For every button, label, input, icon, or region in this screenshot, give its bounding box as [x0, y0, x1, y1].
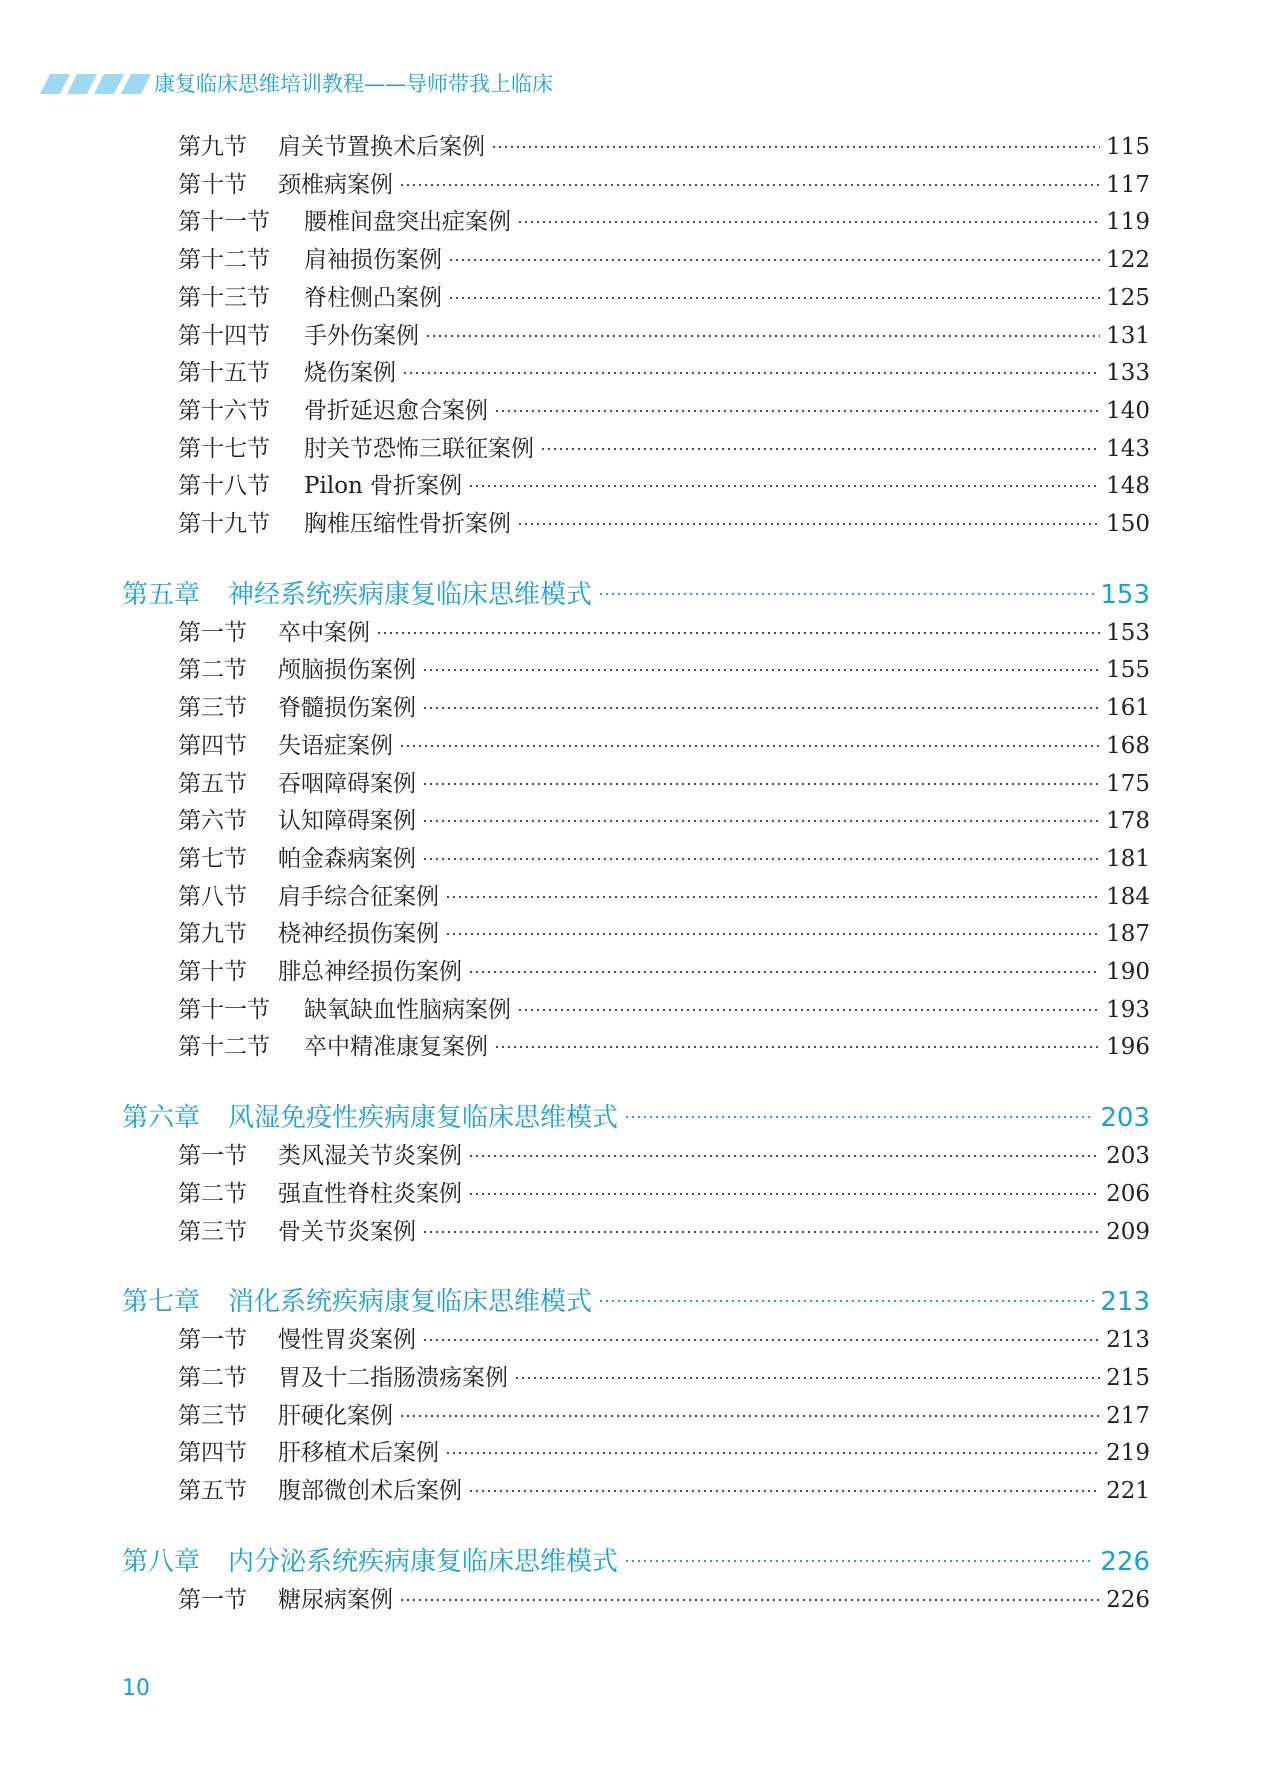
chapter-number: 第八章 — [122, 1546, 201, 1577]
page-ref: 168 — [1106, 732, 1150, 759]
section-title: 骨折延迟愈合案例 — [304, 397, 488, 424]
book-title: 康复临床思维培训教程——导师带我上临床 — [154, 72, 553, 96]
dot-leader — [422, 783, 1100, 785]
toc-section-entry[interactable] — [178, 356, 1150, 390]
page-ref: 184 — [1106, 883, 1150, 910]
toc-section-entry[interactable] — [178, 130, 1150, 164]
dot-leader — [399, 1599, 1100, 1601]
page-ref: 213 — [1100, 1287, 1150, 1318]
chapter-number: 第六章 — [122, 1103, 201, 1134]
page-ref: 175 — [1106, 770, 1150, 797]
section-number: 第十六节 — [178, 397, 270, 424]
dot-leader — [376, 632, 1100, 634]
section-number: 第二节 — [178, 1364, 247, 1391]
toc-section-entry[interactable] — [178, 917, 1150, 951]
dot-leader — [425, 335, 1100, 337]
toc-section-entry[interactable] — [178, 1361, 1150, 1395]
dot-leader — [445, 896, 1100, 898]
page-ref: 153 — [1106, 619, 1150, 646]
page-ref: 219 — [1106, 1440, 1150, 1467]
chapter-title: 消化系统疾病康复临床思维模式 — [228, 1287, 593, 1318]
toc-section-entry[interactable] — [178, 1215, 1150, 1249]
section-number: 第一节 — [178, 1586, 247, 1613]
toc-section-entry[interactable] — [178, 993, 1150, 1027]
toc-section-entry[interactable] — [178, 955, 1150, 989]
toc-section-entry[interactable] — [178, 168, 1150, 202]
toc-section-entry[interactable] — [178, 205, 1150, 239]
dot-leader — [445, 1452, 1100, 1454]
page-ref: 181 — [1106, 845, 1150, 872]
section-number: 第一节 — [178, 619, 247, 646]
section-number: 第三节 — [178, 695, 247, 722]
toc-section-entry[interactable] — [178, 469, 1150, 503]
section-title: 失语症案例 — [278, 732, 393, 759]
page-ref: 193 — [1106, 996, 1150, 1023]
section-title: 认知障碍案例 — [278, 808, 416, 835]
section-title: 卒中案例 — [278, 619, 370, 646]
dot-leader — [491, 146, 1100, 148]
page-ref: 117 — [1106, 171, 1150, 198]
dot-leader — [468, 1155, 1100, 1157]
page-ref: 153 — [1100, 579, 1150, 610]
page-ref: 115 — [1106, 134, 1150, 160]
section-number: 第十一节 — [178, 209, 270, 236]
toc-section-entry[interactable] — [178, 1323, 1150, 1357]
section-number: 第二节 — [178, 1180, 247, 1207]
chapter-number: 第五章 — [122, 579, 201, 610]
toc-section-entry[interactable] — [178, 1399, 1150, 1433]
section-number: 第五节 — [178, 1478, 247, 1504]
section-title: 腹部微创术后案例 — [278, 1478, 462, 1504]
section-number: 第十七节 — [178, 435, 270, 462]
section-title: 腓总神经损伤案例 — [278, 959, 462, 985]
dot-leader — [624, 1560, 1094, 1562]
page-ref: 226 — [1106, 1586, 1150, 1613]
section-title: 帕金森病案例 — [278, 845, 416, 872]
dot-leader — [598, 1300, 1094, 1302]
dot-leader — [402, 372, 1100, 374]
section-title: 手外伤案例 — [304, 322, 419, 349]
dot-leader — [422, 1231, 1100, 1233]
section-title: 吞咽障碍案例 — [278, 770, 416, 797]
dot-leader — [517, 523, 1100, 525]
section-number: 第十节 — [178, 171, 247, 198]
toc-section-entry[interactable] — [178, 1474, 1150, 1508]
toc-section-entry[interactable] — [178, 804, 1150, 838]
chapter-title: 神经系统疾病康复临床思维模式 — [228, 579, 593, 610]
toc-section-entry[interactable] — [178, 729, 1150, 763]
section-title: 颈椎病案例 — [278, 171, 393, 198]
toc-section-entry[interactable] — [178, 616, 1150, 650]
dot-leader — [494, 1046, 1100, 1048]
section-number: 第十一节 — [178, 996, 270, 1023]
section-number: 第三节 — [178, 1218, 247, 1245]
section-number: 第十三节 — [178, 284, 270, 311]
section-title: 肩手综合征案例 — [278, 883, 439, 910]
dot-leader — [448, 259, 1100, 261]
section-title: 肝移植术后案例 — [278, 1440, 439, 1467]
section-title: 桡神经损伤案例 — [278, 921, 439, 948]
page-ref: 178 — [1106, 808, 1150, 835]
dot-leader — [399, 745, 1100, 747]
toc-section-entry[interactable] — [178, 432, 1150, 466]
page-ref: 221 — [1106, 1478, 1150, 1504]
page-ref: 125 — [1106, 284, 1150, 311]
section-title: 肩关节置换术后案例 — [278, 134, 485, 160]
dot-leader — [399, 184, 1100, 186]
toc-chapter-entry[interactable] — [122, 576, 1150, 614]
toc-section-entry[interactable] — [178, 1583, 1150, 1617]
dot-leader — [540, 448, 1100, 450]
toc-section-entry[interactable] — [178, 691, 1150, 725]
toc-section-entry[interactable] — [178, 281, 1150, 315]
page-ref: 206 — [1106, 1180, 1150, 1207]
dot-leader — [422, 669, 1100, 671]
page-ref: 148 — [1106, 473, 1150, 500]
section-number: 第二节 — [178, 657, 247, 684]
dot-leader — [517, 221, 1100, 223]
dot-leader — [517, 1009, 1100, 1011]
page-ref: 196 — [1106, 1034, 1150, 1061]
section-title: 肝硬化案例 — [278, 1402, 393, 1429]
page-ref: 226 — [1100, 1546, 1150, 1577]
section-number: 第十八节 — [178, 473, 270, 500]
page-ref: 140 — [1106, 397, 1150, 424]
section-number: 第十二节 — [178, 247, 270, 274]
toc-section-entry[interactable] — [178, 319, 1150, 353]
toc-section-entry[interactable] — [178, 880, 1150, 914]
section-title: 脊髓损伤案例 — [278, 695, 416, 722]
section-number: 第十二节 — [178, 1034, 270, 1061]
section-title: 骨关节炎案例 — [278, 1218, 416, 1245]
section-number: 第十九节 — [178, 511, 270, 537]
section-title: 卒中精准康复案例 — [304, 1034, 488, 1061]
toc-section-entry[interactable] — [178, 507, 1150, 541]
section-title: 胃及十二指肠溃疡案例 — [278, 1364, 508, 1391]
dot-leader — [445, 933, 1100, 935]
section-number: 第三节 — [178, 1402, 247, 1429]
toc-section-entry[interactable] — [178, 1177, 1150, 1211]
section-number: 第一节 — [178, 1143, 247, 1170]
section-number: 第八节 — [178, 883, 247, 910]
section-title: 颅脑损伤案例 — [278, 657, 416, 684]
page-ref: 133 — [1106, 360, 1150, 387]
page-ref: 190 — [1106, 959, 1150, 985]
toc-section-entry[interactable] — [178, 1436, 1150, 1470]
toc-section-entry[interactable] — [178, 1030, 1150, 1064]
page-ref: 122 — [1106, 247, 1150, 274]
toc-section-entry[interactable] — [178, 653, 1150, 687]
page-ref: 203 — [1100, 1103, 1150, 1134]
toc-section-entry[interactable] — [178, 842, 1150, 876]
dot-leader — [468, 1193, 1100, 1195]
chapter-number: 第七章 — [122, 1287, 201, 1318]
page-ref: 213 — [1106, 1327, 1150, 1354]
page-ref: 215 — [1106, 1364, 1150, 1391]
section-title: 慢性胃炎案例 — [278, 1327, 416, 1354]
section-number: 第四节 — [178, 732, 247, 759]
section-title: 肩袖损伤案例 — [304, 247, 442, 274]
header-stripes-decoration — [40, 74, 152, 94]
dot-leader — [598, 593, 1094, 595]
toc-chapter-entry[interactable] — [122, 1543, 1150, 1581]
dot-leader — [422, 707, 1100, 709]
section-title: 缺氧缺血性脑病案例 — [304, 996, 511, 1023]
section-number: 第九节 — [178, 134, 247, 160]
section-title: 腰椎间盘突出症案例 — [304, 209, 511, 236]
section-title: 脊柱侧凸案例 — [304, 284, 442, 311]
page-ref: 161 — [1106, 695, 1150, 722]
toc-chapter-entry[interactable] — [122, 1099, 1150, 1137]
dot-leader — [624, 1116, 1094, 1118]
section-title: 类风湿关节炎案例 — [278, 1143, 462, 1170]
section-title: 肘关节恐怖三联征案例 — [304, 435, 534, 462]
section-number: 第一节 — [178, 1327, 247, 1354]
section-number: 第六节 — [178, 808, 247, 835]
section-number: 第九节 — [178, 921, 247, 948]
section-title: 胸椎压缩性骨折案例 — [304, 511, 511, 537]
toc-section-entry[interactable] — [178, 1139, 1150, 1173]
page-ref: 131 — [1106, 322, 1150, 349]
toc-chapter-entry[interactable] — [122, 1283, 1150, 1321]
section-title: Pilon 骨折案例 — [304, 473, 463, 500]
page-ref: 187 — [1106, 921, 1150, 948]
section-number: 第十五节 — [178, 360, 270, 387]
section-number: 第五节 — [178, 770, 247, 797]
section-title: 糖尿病案例 — [278, 1586, 393, 1613]
page-ref: 155 — [1106, 657, 1150, 684]
dot-leader — [494, 410, 1100, 412]
dot-leader — [468, 1490, 1100, 1492]
page-ref: 143 — [1106, 435, 1150, 462]
page-ref: 217 — [1106, 1402, 1150, 1429]
section-number: 第十四节 — [178, 322, 270, 349]
page-number: 10 — [122, 1676, 150, 1701]
section-number: 第十节 — [178, 959, 247, 985]
page-ref: 203 — [1106, 1143, 1150, 1170]
chapter-title: 风湿免疫性疾病康复临床思维模式 — [228, 1103, 619, 1134]
dot-leader — [468, 485, 1100, 487]
dot-leader — [514, 1377, 1100, 1379]
toc-section-entry[interactable] — [178, 243, 1150, 277]
section-number: 第四节 — [178, 1440, 247, 1467]
dot-leader — [422, 820, 1100, 822]
section-number: 第七节 — [178, 845, 247, 872]
chapter-title: 内分泌系统疾病康复临床思维模式 — [228, 1546, 619, 1577]
page-ref: 150 — [1106, 511, 1150, 537]
page-ref: 119 — [1106, 209, 1150, 236]
toc-section-entry[interactable] — [178, 394, 1150, 428]
dot-leader — [468, 971, 1100, 973]
page-ref: 209 — [1106, 1218, 1150, 1245]
dot-leader — [422, 858, 1100, 860]
dot-leader — [422, 1339, 1100, 1341]
toc-section-entry[interactable] — [178, 767, 1150, 801]
section-title: 强直性脊柱炎案例 — [278, 1180, 462, 1207]
dot-leader — [448, 297, 1100, 299]
dot-leader — [399, 1415, 1100, 1417]
section-title: 烧伤案例 — [304, 360, 396, 387]
